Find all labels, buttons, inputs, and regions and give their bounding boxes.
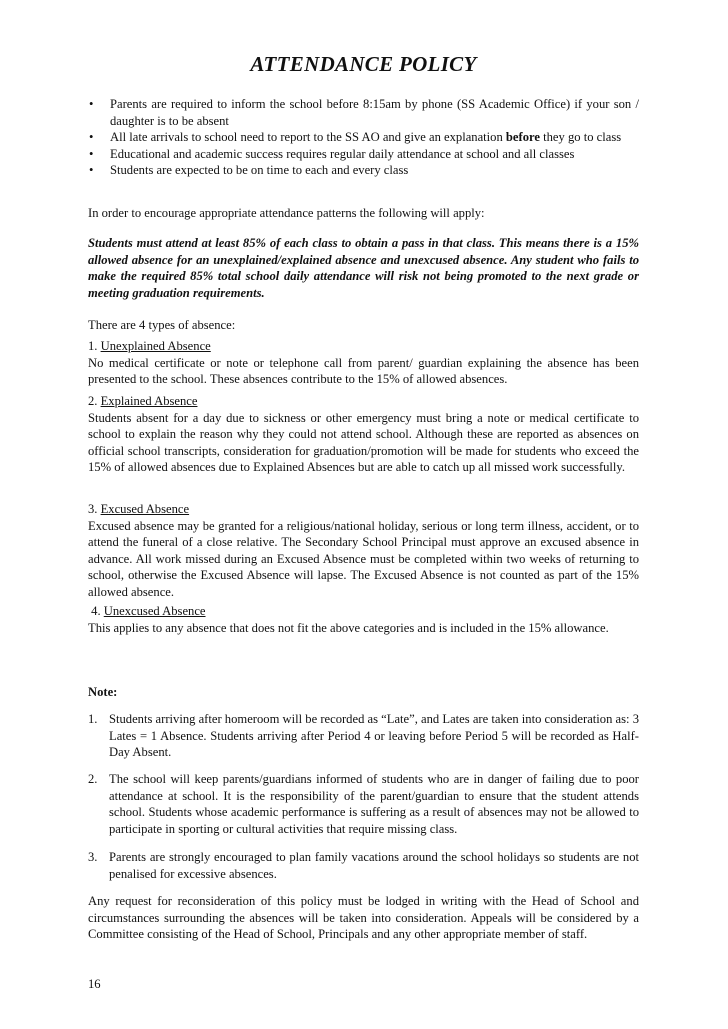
note-number: 1. (88, 712, 98, 726)
absence-type-1: 1. Unexplained Absence No medical certificate or note or telephone call from parent/ guardian explaining the absence has been presented to the school. These absences contribute to the 15% of allowed absences. (88, 339, 639, 387)
note-text: Parents are strongly encouraged to plan family vacations around the school holidays so students are not penalised for excessive absences. (109, 850, 639, 881)
bullet-item: • Educational and academic success requires regular daily attendance at school and all classes (89, 146, 575, 161)
note-item (88, 849, 639, 882)
note-number: 3. (88, 850, 98, 864)
bullet-item: • All late arrivals to school need to report to the SS AO and give an explanation before they go to class (89, 130, 622, 145)
bullet-item: • Students are expected to be on time to each and every class (89, 163, 409, 178)
closing-paragraph: Any request for reconsideration of this policy must be lodged in writing with the Head of School and circumstances surrounding the absences will be taken into consideration. Appeals will be considered by a Committee consisting of the Head of School, Principals and any other appropriate member of staff. (88, 894, 639, 942)
note-item (88, 771, 639, 837)
note-number: 2. (88, 772, 98, 786)
emphasis-before: before (505, 130, 540, 145)
bullet-item: • Parents are required to inform the school before 8:15am by phone (SS Academic Office) if your son / daughter is to be absent (89, 97, 639, 128)
rule-paragraph: Students must attend at least 85% of each class to obtain a pass in that class. This means there is a 15% allowed absence for an unexplained/explained absence and unexcused absence. Any student who fails to make the required 85% total school daily attendance will risk not being promoted to the next grade or meeting graduation requirements. (88, 236, 639, 300)
types-intro: There are 4 types of absence: (88, 318, 236, 332)
note-text: Students arriving after homeroom will be recorded as “Late”, and Lates are taken into consideration as: 3 Lates = 1 Absence. Students arriving after Period 4 or leaving before Period 5 will be recorded as Half-Day Absent. (109, 712, 639, 760)
page-number: 16 (88, 977, 101, 991)
bullet-icon: • (89, 97, 94, 111)
absence-type-3: 3. Excused Absence Excused absence may be granted for a religious/national holiday, serious or long term illness, accident, or to attend the funeral of a close relative. The Secondary School Principal must approve an excused absence in advance. All work missed during an Excused Absence must be completed within two weeks of returning to school, otherwise the Excused Absence will lapse. The Excused Absence is not counted as part of the 15% allowed absence. (88, 502, 639, 599)
absence-type-text: This applies to any absence that does not fit the above categories and is included in the 15% allowance. (88, 620, 609, 635)
bullet-icon: • (89, 130, 94, 145)
absence-type-text: Students absent for a day due to sickness or other emergency must bring a note or medical certificate to school to explain the reason why they could not attend school. Although these are reported as absences on official school transcripts, consideration for graduation/promotion will be made for students who exceed the 15% of allowed absences due to Explained Absences but are able to catch up all missed work successfully. (88, 410, 639, 475)
absence-type-text: No medical certificate or note or telephone call from parent/ guardian explaining the absence has been presented to the school. These absences contribute to the 15% of allowed absences. (88, 355, 639, 387)
note-item (88, 711, 639, 761)
absence-type-2: 2. Explained Absence Students absent for a day due to sickness or other emergency must bring a note or medical certificate to school to explain the reason why they could not attend school. Although these are reported as absences on official school transcripts, consideration for graduation/promotion will be made for students who exceed the 15% of allowed absences due to Explained Absences but are able to catch up all missed work successfully. (88, 394, 639, 475)
note-heading: Note: (88, 685, 118, 699)
absence-type-heading: Unexcused Absence (103, 604, 206, 618)
absence-type-text: Excused absence may be granted for a religious/national holiday, serious or long term illness, accident, or to attend the funeral of a close relative. The Secondary School Principal must approve an excused absence in advance. All work missed during an Excused Absence must be completed within two weeks of returning to school, otherwise the Excused Absence will lapse. The Excused Absence is not counted as part of the 15% allowed absence. (88, 518, 639, 599)
absence-type-heading: Excused Absence (100, 502, 190, 516)
bullet-icon: • (89, 146, 94, 161)
policy-bullet-list (88, 96, 639, 179)
note-text: The school will keep parents/guardians informed of students who are in danger of failing due to poor attendance at school. It is the responsibility of the parent/guardian to ensure that the student attends school. Students whose academic performance is suffering as a result of absences may not be allowed to participate in sporting or cultural activities that require missing class. (109, 772, 639, 836)
absence-type-4: 4. Unexcused Absence This applies to any absence that does not fit the above categories and is included in the 15% allowance. (88, 604, 609, 635)
absence-type-heading: Unexplained Absence (100, 339, 211, 353)
page-title: ATTENDANCE POLICY (250, 52, 477, 76)
absence-type-heading: Explained Absence (100, 394, 198, 408)
intro-paragraph: In order to encourage appropriate attendance patterns the following will apply: (88, 206, 485, 220)
bullet-icon: • (89, 163, 94, 178)
